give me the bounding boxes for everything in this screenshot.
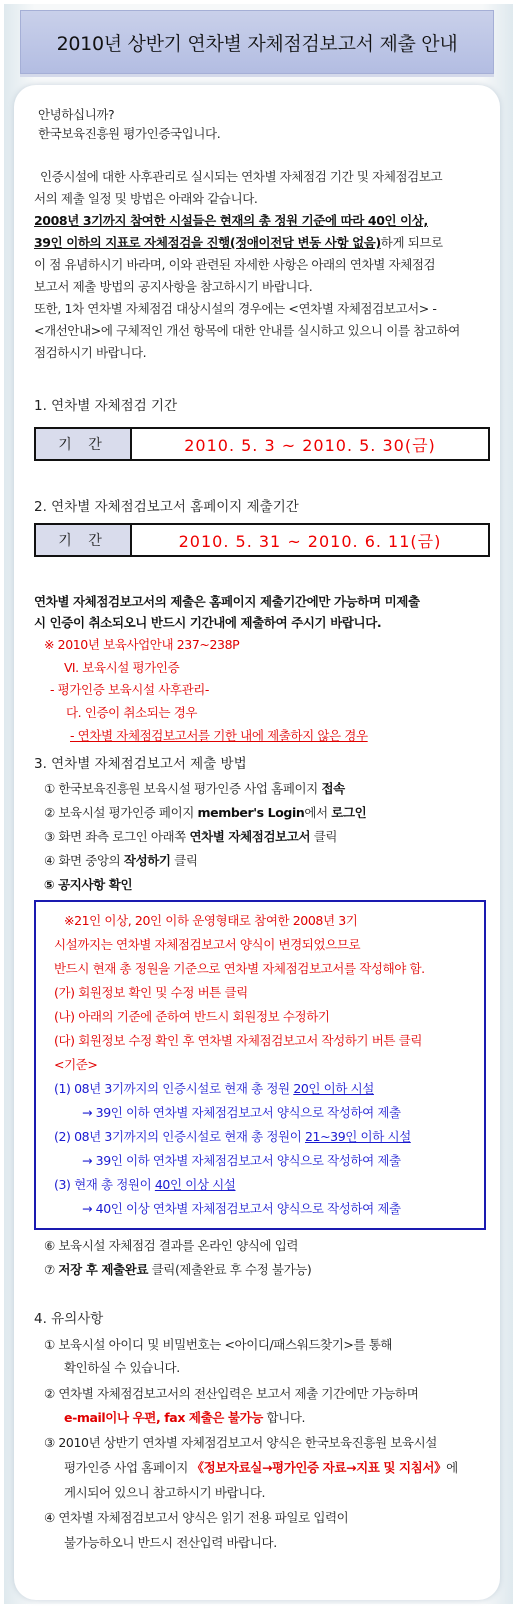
step-2 — [44, 805, 366, 821]
intro-text: 서의 제출 일정 및 방법은 아래와 같습니다. — [34, 191, 258, 206]
step-text: ⑦ — [44, 1262, 59, 1277]
caution-2: ② 연차별 자체점검보고서의 전산입력은 보고서 제출 기간에만 가능하며 — [44, 1386, 419, 1401]
step-4 — [44, 853, 198, 869]
notice-line: (다) 회원정보 수정 확인 후 연차별 자체점검보고서 작성하기 버튼 클릭 — [54, 1033, 423, 1048]
notice-card — [14, 85, 500, 1600]
criteria-1 — [54, 1081, 374, 1097]
step-text: ② 보육시설 평가인증 페이지 — [44, 805, 198, 820]
caution-3-cont: 게시되어 있으니 참고하시기 바랍니다. — [64, 1485, 266, 1500]
caution-4: ④ 연차별 자체점검보고서 양식은 읽기 전용 파일로 입력이 — [44, 1510, 349, 1525]
intro-text: 또한, 1차 연차별 자체점검 대상시설의 경우에는 <연차별 자체점검보고서> - — [34, 301, 437, 316]
intro-text: 이 점 유념하시기 바라며, 이와 관련된 자세한 사항은 아래의 연차별 자체점검 — [34, 257, 436, 272]
criteria-result: → 39인 이하 연차별 자체점검보고서 양식으로 작성하여 제출 — [82, 1105, 401, 1120]
notice-line: 반드시 현재 총 정원을 기준으로 연차별 자체점검보고서를 작성해야 함. — [54, 961, 425, 976]
criteria-text: (2) 08년 3기까지의 인증시설로 현재 총 정원이 — [54, 1129, 305, 1144]
criteria-emphasis: 40인 이상 시설 — [154, 1177, 236, 1192]
warning-text: 시 인증이 취소되오니 반드시 기간내에 제출하여 주시기 바랍니다. — [34, 615, 382, 630]
intro-text: 점검하시기 바랍니다. — [34, 345, 147, 360]
notice-line: (가) 회원정보 확인 및 수정 버튼 클릭 — [54, 985, 248, 1000]
criteria-result: → 40인 이상 연차별 자체점검보고서 양식으로 작성하여 제출 — [82, 1201, 401, 1216]
step-text: 클릭 — [170, 853, 198, 868]
period-label: 기 간 — [36, 429, 132, 459]
intro-text: <개선안내>에 구체적인 개선 항목에 대한 안내를 실시하고 있으니 이를 참고하여 — [34, 323, 460, 338]
period-value: 2010. 5. 31 ~ 2010. 6. 11(금) — [178, 531, 442, 551]
greeting-org: 한국보육진흥원 평가인증국입니다. — [38, 126, 221, 141]
caution-link-path: 《정보자료실→평가인증 자료→지표 및 지침서》 — [191, 1460, 447, 1475]
section-4-heading: 4. 유의사항 — [34, 1311, 104, 1327]
caution-4-cont: 불가능하오니 반드시 전산입력 바랍니다. — [64, 1535, 277, 1550]
step-text: 에서 — [304, 805, 332, 820]
caution-text: 에 — [446, 1460, 458, 1475]
step-text: ④ 화면 중앙의 — [44, 853, 124, 868]
caution-1: ① 보육시설 아이디 및 비밀번호는 <아이디/패스워드찾기>를 통해 — [44, 1337, 393, 1352]
reference-text: 다. 인증이 취소되는 경우 — [66, 705, 198, 720]
notice-line: 시설까지는 연차별 자체점검보고서 양식이 변경되었으므로 — [54, 937, 361, 952]
caution-2-cont — [64, 1410, 305, 1426]
intro-emphasis: 39인 이하의 지표로 자체점검을 진행(정애이전담 변동 사항 없음) — [34, 235, 381, 250]
criteria-text: (1) 08년 3기까지의 인증시설로 현재 총 정원 — [54, 1081, 294, 1096]
reference-text: - 평가인증 보육시설 사후관리- — [50, 682, 210, 697]
intro-text: 인증시설에 대한 사후관리로 실시되는 연차별 자체점검 기간 및 자체점검보고 — [40, 169, 443, 184]
greeting: 안녕하십니까? — [38, 107, 115, 122]
period-box-submit — [34, 523, 490, 557]
step-keyword: 연차별 자체점검보고서 — [189, 829, 311, 844]
step-1 — [44, 781, 345, 797]
caution-text: 평가인증 사업 홈페이지 — [64, 1460, 192, 1475]
step-keyword: 작성하기 — [123, 853, 171, 868]
criteria-result: → 39인 이하 연차별 자체점검보고서 양식으로 작성하여 제출 — [82, 1153, 401, 1168]
step-text: 클릭 — [310, 829, 338, 844]
period-box-check — [34, 427, 490, 461]
step-keyword: member's Login — [197, 805, 305, 820]
step-7 — [44, 1262, 311, 1278]
page-title: 2010년 상반기 연차별 자체점검보고서 제출 안내 — [56, 32, 458, 55]
warning-text: 연차별 자체점검보고서의 제출은 홈페이지 제출기간에만 가능하며 미제출 — [34, 594, 420, 609]
criteria-text: (3) 현재 총 정원이 — [54, 1177, 155, 1192]
caution-text: 합니다. — [262, 1410, 306, 1425]
caution-emphasis: e-mail이나 우편, fax 제출은 불가능 — [64, 1410, 263, 1425]
reference-text: - 연차별 자체점검보고서를 기한 내에 제출하지 않은 경우 — [70, 728, 368, 743]
section-3-heading: 3. 연차별 자체점검보고서 제출 방법 — [34, 756, 247, 772]
step-text: ① 한국보육진흥원 보육시설 평가인증 사업 홈페이지 — [44, 781, 322, 796]
caution-3: ③ 2010년 상반기 연차별 자체점검보고서 양식은 한국보육진흥원 보육시설 — [44, 1435, 437, 1450]
caution-1-cont: 확인하실 수 있습니다. — [64, 1360, 180, 1375]
caution-3-cont — [64, 1460, 458, 1476]
step-5: ⑤ 공지사항 확인 — [44, 877, 133, 892]
intro-text: 하게 되므로 — [380, 235, 443, 250]
criteria-heading: <기준> — [54, 1057, 98, 1072]
criteria-3 — [54, 1177, 236, 1193]
step-6: ⑥ 보육시설 자체점검 결과를 온라인 양식에 입력 — [44, 1238, 299, 1253]
criteria-2 — [54, 1129, 411, 1145]
period-value: 2010. 5. 3 ~ 2010. 5. 30(금) — [184, 435, 436, 455]
intro-text: 보고서 제출 방법의 공지사항을 참고하시기 바랍니다. — [34, 279, 313, 294]
notice-box — [34, 900, 486, 1230]
reference-text: Ⅵ. 보육시설 평가인증 — [64, 660, 180, 675]
step-keyword: 접속 — [321, 781, 345, 796]
step-text: ③ 화면 좌측 로그인 아래쪽 — [44, 829, 190, 844]
criteria-emphasis: 21~39인 이하 시설 — [304, 1129, 411, 1144]
notice-line: (나) 아래의 기준에 준하여 반드시 회원정보 수정하기 — [54, 1009, 330, 1024]
notice-title-banner — [20, 10, 494, 74]
notice-line: ※21인 이상, 20인 이하 운영형태로 참여한 2008년 3기 — [64, 913, 358, 928]
section-2-heading: 2. 연차별 자체점검보고서 홈페이지 제출기간 — [34, 499, 299, 515]
intro-emphasis: 2008년 3기까지 참여한 시설들은 현재의 총 정원 기준에 따라 40인 이상, — [34, 213, 428, 228]
step-keyword: 로그인 — [331, 805, 367, 820]
criteria-emphasis: 20인 이하 시설 — [293, 1081, 374, 1096]
reference-text: ※ 2010년 보육사업안내 237~238P — [44, 637, 240, 652]
intro-text-line — [34, 235, 443, 251]
section-1-heading: 1. 연차별 자체점검 기간 — [34, 398, 178, 414]
period-label: 기 간 — [36, 525, 132, 555]
step-keyword: 저장 후 제출완료 — [58, 1262, 149, 1277]
step-text: 클릭(제출완료 후 수정 불가능) — [148, 1262, 312, 1277]
step-3 — [44, 829, 337, 845]
